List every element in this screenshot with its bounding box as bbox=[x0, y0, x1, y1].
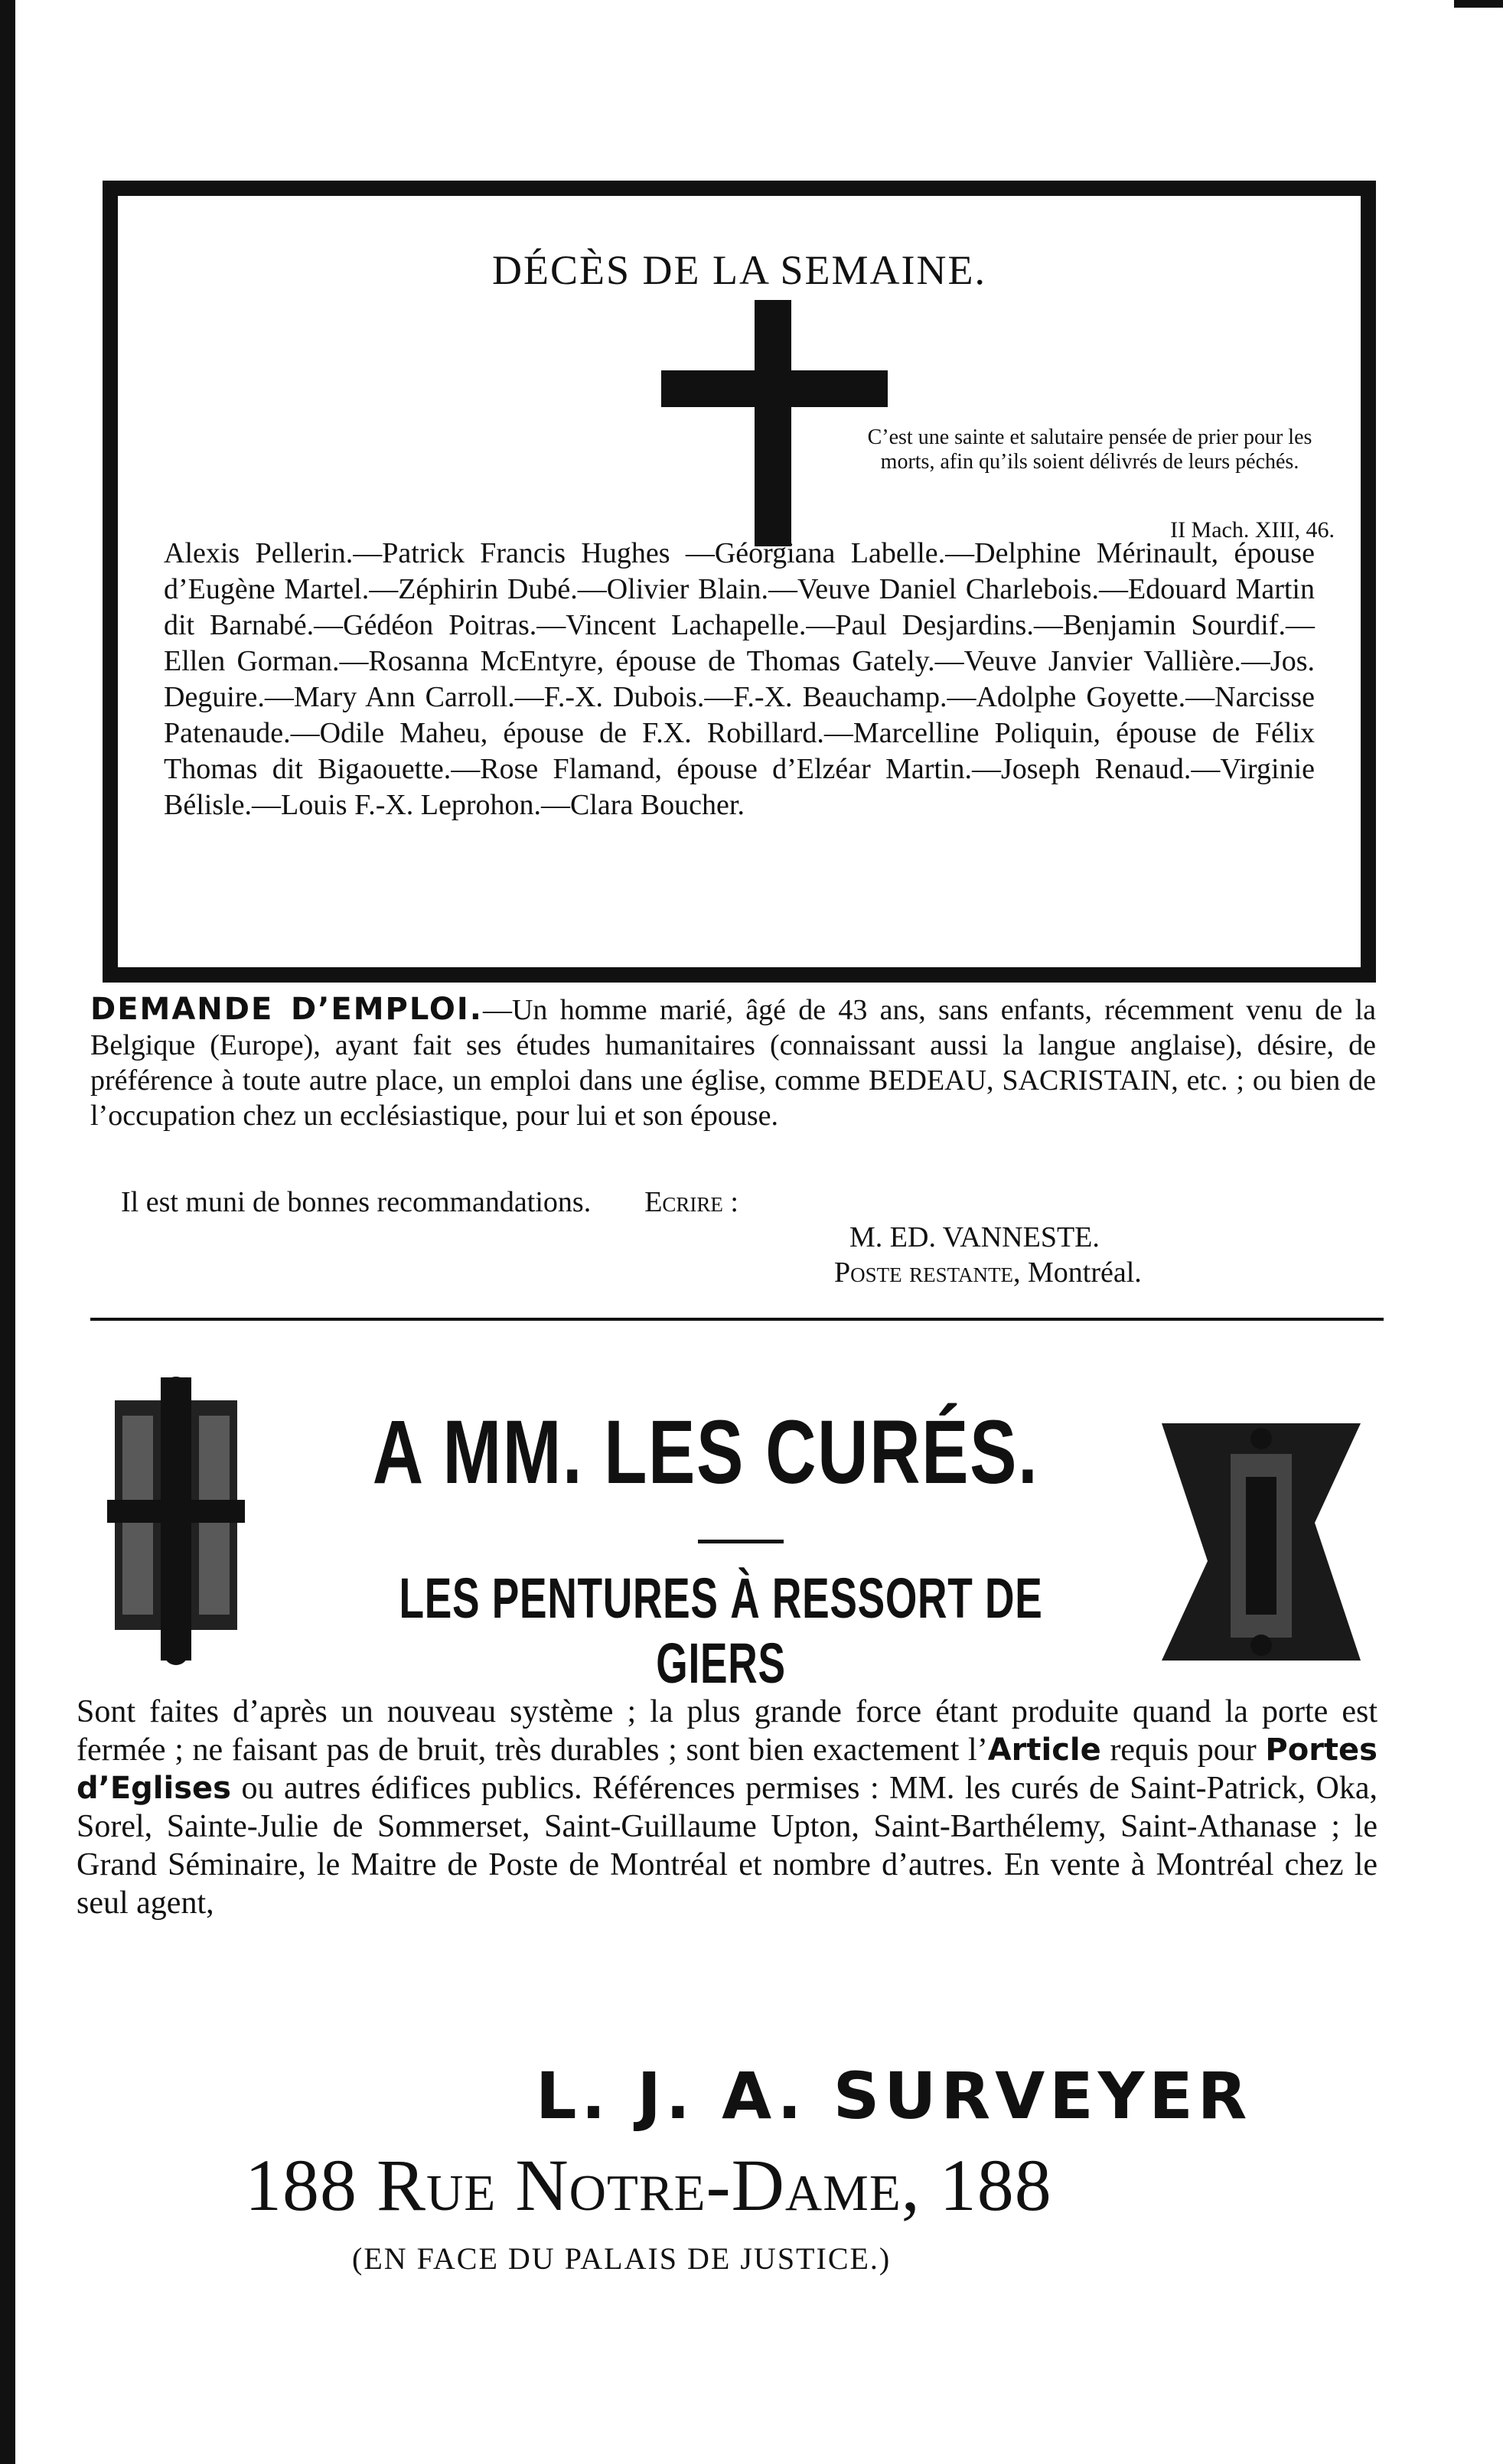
cross-icon bbox=[755, 300, 791, 546]
ad-title-rule bbox=[698, 1540, 784, 1543]
ad-subtitle: LES PENTURES À RESSORT DE GIERS bbox=[399, 1566, 1043, 1695]
job-request-body: —Un homme marié, âgé de 43 ans, sans enfants, récemment venu de la Belgique (Europe), ayant fait ses études humanitaires (connaissant aussi la langue anglaise), désire, de préférence à toute autre place, un emploi dans une église, comme BEDEAU, SACRISTAIN, etc. ; ou bien de l’occupation chez un ecclésiastique, pour lui et son épouse. bbox=[90, 994, 1376, 1132]
ad-body-part-2: requis pour bbox=[1100, 1732, 1266, 1768]
deaths-notice-frame bbox=[103, 181, 1376, 983]
deaths-quote-reference: II Mach. XIII, 46. bbox=[1170, 517, 1335, 543]
job-request-heading: DEMANDE D’EMPLOI. bbox=[90, 992, 483, 1027]
ad-portes-word: Portes d’Eglises bbox=[77, 1732, 1377, 1806]
top-margin-rule bbox=[1454, 0, 1503, 8]
cross-icon-bar bbox=[661, 370, 888, 407]
ad-title: A MM. LES CURÉS. bbox=[372, 1402, 1039, 1503]
job-request-poste: Poste restante, bbox=[834, 1256, 1021, 1289]
deaths-quote: C’est une sainte et salutaire pensée de prier pour les morts, afin qu’ils soient délivrés de leurs péchés. bbox=[867, 425, 1312, 474]
ad-body bbox=[77, 1693, 1377, 1922]
section-divider bbox=[90, 1318, 1384, 1321]
job-request bbox=[90, 992, 1376, 1133]
ad-article-word: Article bbox=[987, 1732, 1101, 1768]
job-request-reference: Il est muni de bonnes recommandations. bbox=[121, 1186, 592, 1218]
job-request-signature bbox=[90, 1185, 1376, 1290]
ad-address: 188 Rue Notre-Dame, 188 bbox=[245, 2144, 1052, 2226]
hinge-illustration-left-icon bbox=[99, 1370, 253, 1668]
ad-body-part-3: ou autres édifices publics. Références permises : MM. les curés de Saint-Patrick, Oka, Sorel, Sainte-Julie de Sommerset, Saint-Guillaume Upton, Saint-Barthélemy, Saint-Athanase ; le Grand Séminaire, le Maitre de Poste de Montréal et nombre d’autres. En vente à Montréal chez le seul agent, bbox=[77, 1771, 1377, 1921]
ad-agent-name: L. J. A. SURVEYER bbox=[536, 2058, 1252, 2133]
left-margin-rule bbox=[0, 0, 15, 2464]
hinge-illustration-right-icon bbox=[1146, 1408, 1376, 1676]
deaths-title: DÉCÈS DE LA SEMAINE. bbox=[492, 247, 986, 293]
deaths-names-list: Alexis Pellerin.—Patrick Francis Hughes —Géorgiana Labelle.—Delphine Mérinault, épouse d’Eugène Martel.—Zéphirin Dubé.—Olivier Blain.—Veuve Daniel Charlebois.—Edouard Martin dit Barnabé.—Gédéon Poitras.—Vincent Lachapelle.—Paul Desjardins.—Benjamin Sourdif.—Ellen Gorman.—Rosanna McEntyre, épouse de Thomas Gately.—Veuve Janvier Vallière.—Jos. Deguire.—Mary Ann Carroll.—F.-X. Dubois.—F.-X. Beauchamp.—Adolphe Goyette.—Narcisse Patenaude.—Odile Maheu, épouse de F.X. Robillard.—Marcelline Poliquin, épouse de Félix Thomas dit Bigaouette.—Rose Flamand, épouse d’Elzéar Martin.—Joseph Renaud.—Virginie Bélisle.—Louis F.-X. Leprohon.—Clara Boucher. bbox=[164, 537, 1315, 821]
job-request-city: Montréal. bbox=[1027, 1256, 1142, 1289]
ad-address-note: (EN FACE DU PALAIS DE JUSTICE.) bbox=[352, 2241, 892, 2276]
job-request-contact-name: M. ED. VANNESTE. bbox=[849, 1221, 1100, 1253]
job-request-write-label: Ecrire : bbox=[644, 1186, 738, 1218]
ad-body-part-1: Sont faites d’après un nouveau système ; la plus grande force étant produite quand la porte est fermée ; ne faisant pas de bruit, très durables ; sont bien exactement l’ bbox=[77, 1694, 1377, 1768]
